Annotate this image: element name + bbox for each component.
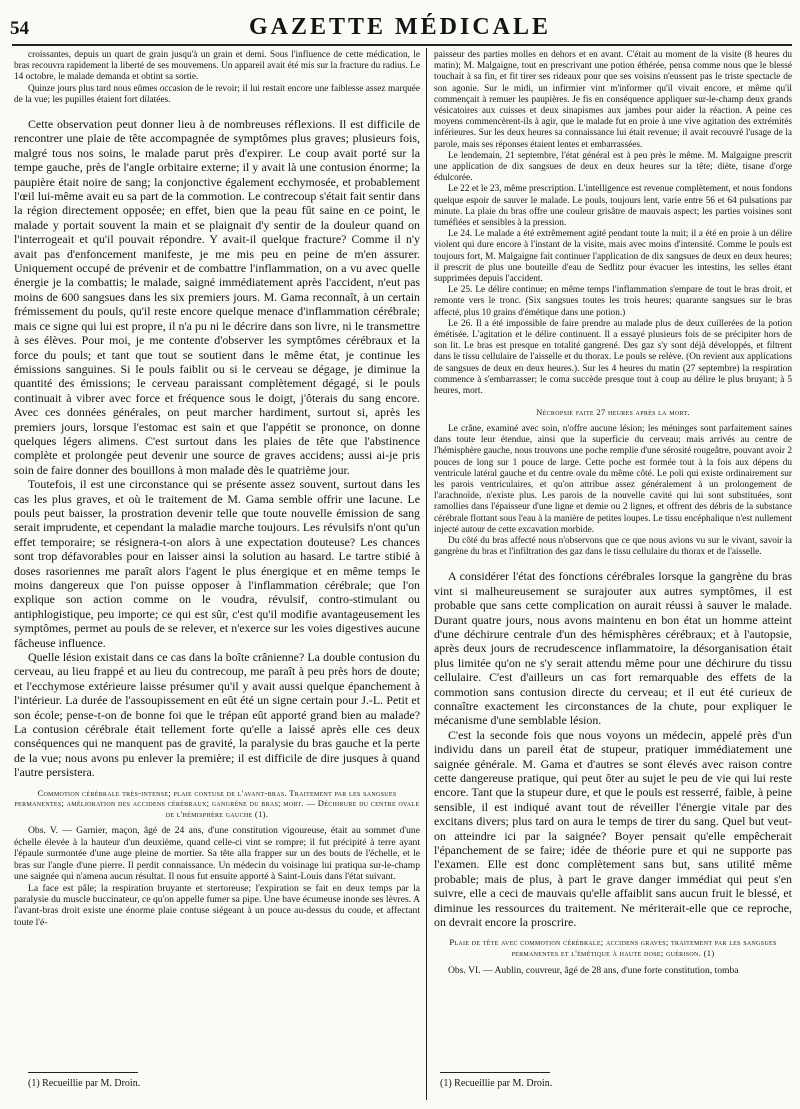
- observation-heading: Commotion cérébrale très-intense; plaie contuse de l'avant-bras. Traitement par les sangsues permanentes; amélioration des accidens cérébraux; gangrène du bras; mort. — Déchirure du centre ovale de l'hémisphère gauche (1).: [14, 787, 420, 819]
- header-rule: [12, 44, 792, 46]
- paragraph: Toutefois, il est une circonstance qui se présente assez souvent, surtout dans les cas les plus graves, et où le traitement de M. Gama semble offrir une lacune. Le pouls peut baisser, la prostration devenir telle que toute nouvelle émission de sang serait imprudente, et cependant la maladie marche toujours. Les révulsifs n'ont qu'un effet temporaire; se résignera-t-on alors à une expectation douteuse? Les chances sont trop défavorables pour en laisser ainsi la solution au hasard. Le tartre stibié à doses rasoriennes me paraît alors l'agent le plus énergique et en même temps le moins dangereux que l'on puisse opposer à l'inflammation cérébrale; que l'on explique son action comme on le voudra, révulsif, contro-stimulant ou antiphlogistique, peu importe; ce qui est sûr, c'est qu'il modifie avantageusement les symptômes, permet au pouls de se relever, et n'exerce sur les voies digestives aucune fâcheuse influence.: [14, 477, 420, 650]
- page-header: [0, 0, 800, 44]
- paragraph: Le lendemain, 21 septembre, l'état général est à peu près le même. M. Malgaigne prescrit une application de dix sangsues de deux en deux heures sur la tête; diète, tisane d'orge édulcorée.: [434, 150, 792, 184]
- footnote: (1) Recueillie par M. Droin.: [28, 1078, 141, 1089]
- page-number: 54: [10, 18, 29, 39]
- paragraph: croissantes, depuis un quart de grain jusqu'à un grain et demi. Sous l'influence de cette médication, le bras recouvra rapidement la liberté de ses mouvemens. Un appareil avait été mis sur la fracture du radius. Le 14 octobre, le malade demanda et obtint sa sortie.: [14, 50, 420, 83]
- paragraph: Cette observation peut donner lieu à de nombreuses réflexions. Il est difficile de rencontrer une plaie de tête accompagnée de symptômes plus graves; plusieurs fois, malgré tous nos soins, le malade parut près d'expirer. Le coup avait porté sur la tempe gauche, près de l'angle orbitaire externe; il y avait là une contusion énorme; la paupière était noire de sang; la conjonctive également ecchymosée, et probablement l'œil lui-même avait eu sa part de la commotion. Le contrecoup s'était fait sentir dans la région directement opposée; en effet, bien que la peau fût saine en ce point, le malade y portait souvent la main et se plaignait d'y sentir de la douleur quand on l'interrogeait et qu'il pouvait répondre. Y avait-il quelque fracture? Comme il n'y avait pas d'enfoncement manifeste, je me mis peu en peine de m'en assurer. Uniquement occupé de prévenir et de combattre l'inflammation, on a vu avec quelle énergie je la combattis; le malade, saigné immédiatement après l'accident, n'eut pas moins de 600 sangsues dans les six premiers jours. M. Gama reconnaît, à un certain frémissement du pouls, qu'il reste encore quelque menace d'inflammation cérébrale; mais ce signe qui lui est propre, il n'a pu ni le décrire dans son livre, ni le transmettre à ses élèves. Pour moi, je me contente d'observer les symptômes cérébraux et la force du pouls; et tant que tout se soutient dans le même état, je continue les émissions sanguines. Si le pouls faiblit ou si le cerveau se dégage, je diminue la quantité des émissions; le cerveau paraissant complètement dégagé, si le pouls continuait à vibrer avec force et fréquence sous le doigt, j'ôterais du sang encore. Avec ces données générales, on peut marcher hardiment, surtout si, après les premiers jours, lorsque l'estomac est sain et que l'appétit se prononce, on donne quelques légers alimens. C'est surtout dans les plaies de tête que l'abstinence complète et prolongée peut devenir une source de graves accidens; aussi ai-je pris soin de faire donner des bouillons à mon malade dès le quatrième jour.: [14, 117, 420, 477]
- left-column: [14, 50, 420, 1070]
- right-column: [434, 50, 792, 1070]
- necropsy-heading: Nécropsie faite 27 heures après la mort.: [536, 407, 690, 418]
- footnote: (1) Recueillie par M. Droin.: [440, 1078, 553, 1089]
- paragraph: Le 26. Il a été impossible de faire prendre au malade plus de deux cuillerées de la potion émétisée. L'agitation et le délire continuent. Il a essayé plusieurs fois de se précipiter hors de son lit. Le bras est presque en totalité gangrené. Des gaz s'y sont déjà développés, et filtrent dans le tissu cellulaire de l'aisselle et du thorax. Le pouls se relève. (On revient aux applications de sangsues de deux en deux heures.). Sur les 4 heures du matin (27 septembre) la respiration commence à s'embarrasser; le coma succède presque tout à coup au délire le plus bruyant; à 5 heures, mort.: [434, 318, 792, 397]
- left-footnote-rule: [28, 1072, 138, 1073]
- column-divider: [426, 48, 427, 1100]
- paragraph: La face est pâle; la respiration bruyante et stertoreuse; l'expiration se fait en deux temps par la paralysie du muscle buccinateur, ce qu'on appelle fumer sa pipe. Une bave écumeuse inonde ses lèvres. A l'avant-bras droit existe une énorme plaie contuse siégeant à un pouce au-dessus du coude, et affectant toute l'é-: [14, 882, 420, 928]
- paragraph: Obs. VI. — Aublin, couvreur, âgé de 28 ans, d'une forte constitution, tomba: [448, 964, 739, 976]
- observation-heading: Plaie de tête avec commotion cérébrale; accidens graves; traitement par les sangsues permanentes et l'émétique à haute dose; guérison. (1): [449, 937, 777, 959]
- paragraph: C'est la seconde fois que nous voyons un médecin, appelé près d'un individu dans un pareil état de stupeur, pratiquer immédiatement une saignée générale. M. Gama et d'autres se sont élevés avec raison contre cette dangereuse pratique, qui peut ôter au sujet le peu de vie qui lui reste encore. Tant que la stupeur dure, et que le pouls est resserré, faible, à peine sensible, il est indiqué avant tout de réveiller l'énergie vitale par des excitans divers; plus tard on aura le temps de tirer du sang. Quel but veut-on atteindre ici par la saignée? Boyer pensait qu'elle empêcherait l'épanchement de se faire; idée de théorie pure et qui ne supporte pas l'examen. Elle est donc complètement sans but, sans utilité même probable; mais de plus, à part le grave danger immédiat qui peut s'en suivre, elle a ceci de mauvais qu'elle affaiblit sans aucun fruit le blessé, et diminue les ressources du traitement. Ne mériterait-elle que ce reproche, on devrait encore la proscrire.: [434, 727, 792, 930]
- paragraph: Quelle lésion existait dans ce cas dans la boîte crânienne? La double contusion du cerveau, au lieu frappé et au lieu du contrecoup, me paraît à peu près hors de doute; et l'ecchymose extérieure laisse présumer qu'il y avait aussi quelque épanchement à l'intérieur. La durée de l'assoupissement en eût été un signe certain pour J.-L. Petit et son école; pense-t-on de bonne foi que le trépan eût apporté grand bien au malade? La contusion cérébrale était tellement forte qu'elle a laissé après elle ces deux conséquences qui ne manquent pas de gravité, la paralysie du bras gauche et la perte de la vue; nous avons pu enlever la première; il est difficile de dire jusques à quand l'autre persistera.: [14, 650, 420, 780]
- paragraph: Le 25. Le délire continue; en même temps l'inflammation s'empare de tout le bras droit, et remonte vers le tronc. (Six sangsues toutes les trois heures; quarante sangsues sur le bras affecté, plus 10 grains d'émétique dans une potion.): [434, 285, 792, 318]
- paragraph: Le 22 et le 23, même prescription. L'intelligence est revenue complètement, et nous fondons quelque espoir de sauver le malade. Le pouls, toujours lent, varie entre 56 et 64 pulsations par minute. La plaie du bras offre une couleur grisâtre de mauvais aspect; les parties voisines sont tuméfiées et sensibles à la pression.: [434, 184, 792, 229]
- journal-title: GAZETTE MÉDICALE: [248, 14, 552, 40]
- paragraph: Quinze jours plus tard nous eûmes occasion de le revoir; il lui restait encore une faiblesse assez marquée de la vue; les pupilles étaient fort dilatées.: [14, 83, 420, 105]
- paragraph: Du côté du bras affecté nous n'observons que ce que nous avions vu sur le vivant, savoir la gangrène du bras et l'infiltration des gaz dans le tissu cellulaire du thorax et de l'aisselle.: [434, 535, 792, 558]
- paragraph: A considérer l'état des fonctions cérébrales lorsque la gangrène du bras vint si malheureusement se surajouter aux autres symptômes, il est probable que sans cette complication on aurait réussi à sauver le malade. Durant quatre jours, nous avons maintenu en bon état un homme atteint d'une déchirure centrale d'un des hémisphères cérébraux; et à l'autopsie, après deux jours de recrudescence inflammatoire, la désorganisation était plus limitée qu'on ne s'y serait attendu même pour une déchirure du tissu cellulaire. C'est d'ailleurs un cas fort remarquable des effets de la commotion sans contusion directe du cerveau; et il eut été curieux de connaître exactement les circonstances de la chute, pour expliquer le mécanisme d'une semblable lésion.: [434, 569, 792, 728]
- paragraph: Le crâne, examiné avec soin, n'offre aucune lésion; les méninges sont parfaitement saines dans toute leur étendue, ainsi que la superficie du cerveau; mais arrivés au centre de l'hémisphère gauche, nous trouvons une poche remplie d'une sérosité rougeâtre, pouvant avoir 2 pouces de long sur 1 pouce de large. Cette poche est formée tout à la fois aux dépens du ventricule latéral gauche et du centre ovale du même côté. Le poli qui existe ordinairement sur les parois ventriculaires, et qu'on attribue assez généralement à un prolongement de l'arachnoïde, n'existe plus. Les parois de la nouvelle cavité qui lui sont substituées, sont ramollies dans l'épaisseur d'une ligne et demie ou 2 lignes, et offrent des débris de la substance cérébrale flottant sous l'eau à la manière de petites loupes. Le tissu encéphalique n'est nullement injecté autour de cette excavation morbide.: [434, 423, 792, 535]
- right-footnote-rule: [440, 1072, 550, 1073]
- paragraph: paisseur des parties molles en dehors et en avant. C'était au moment de la visite (8 heures du matin); M. Malgaigne, tout en prescrivant une potion éthérée, pensa comme nous que le blessé touchait à sa fin, et fit tirer ses rideaux pour que ses voisins n'eussent pas le triste spectacle de son agonie. Sur le midi, un infirmier vint m'informer qu'il vivait encore, et même qu'il commençait à remuer les paupières. Je fis en conséquence appliquer sur-le-champ deux grands vésicatoires aux cuisses et deux sinapismes aux jambes pour aider la réaction. A peine ces moyens commencèrent-ils à agir, que le malade fut en proie à une vive agitation des extrémités inférieures. Sur les deux heures sa connaissance lui était revenue; il avait recouvré l'usage de la parole, mais ses réponses étaient lentes et embarrassées.: [434, 50, 792, 150]
- paragraph: Le 24. Le malade a été extrêmement agité pendant toute la nuit; il a été en proie à un délire violent qui dure encore à l'instant de la visite, mais avec moins d'intensité. Comme le pouls est toujours fort, M. Malgaigne fait continuer l'application de dix sangsues de deux en deux heures; il prescrit de plus une bouteille d'eau de Sedlitz pour évacuer les intestins, les selles étant supprimées depuis l'accident.: [434, 229, 792, 285]
- paragraph: Obs. V. — Garnier, maçon, âgé de 24 ans, d'une constitution vigoureuse, était au sommet d'une échelle élevée à la hauteur d'un deuxième, quand celle-ci vint se rompre; il fut précipité à terre ayant l'épaule surmontée d'une auge pleine de mortier. Sa tête alla frapper sur un des bouts de l'échelle, et le bras sur l'angle d'une pierre. Il perdit connaissance. Un médecin du voisinage lui pratiqua sur-le-champ une saignée qui n'amena aucun résultat. Il nous fut ensuite apporté à Saint-Louis dans l'état suivant.: [14, 825, 420, 883]
